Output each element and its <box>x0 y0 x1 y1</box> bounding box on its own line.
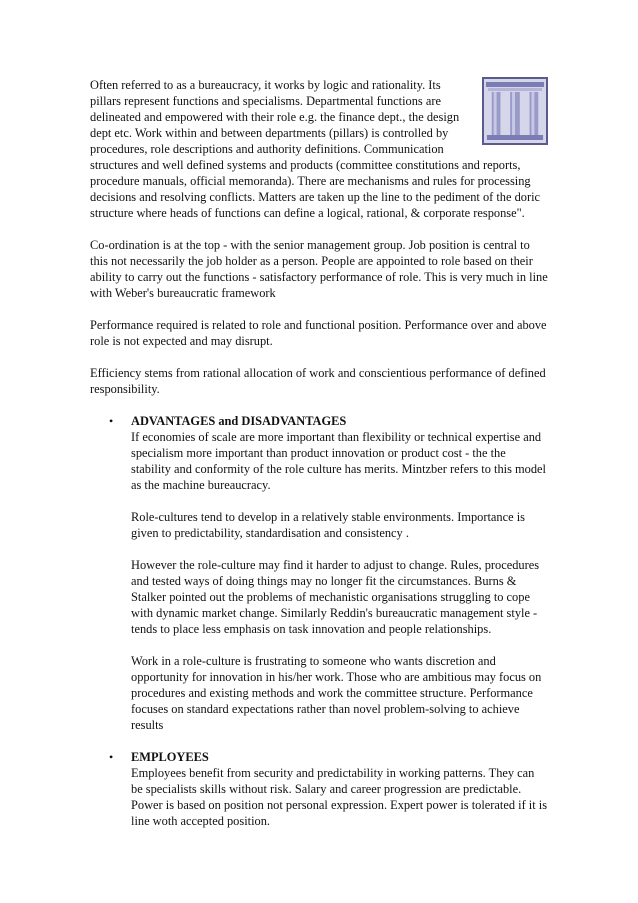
bullet-title: EMPLOYEES <box>131 750 209 764</box>
efficiency-paragraph: Efficiency stems from rational allocation of work and conscientious performance of defined responsibility. <box>90 366 546 396</box>
bullet-paragraph: If economies of scale are more important than flexibility or technical expertise and specialism more important than product innovation or product cost - the the stability and conformity of the role culture has merits. Mintzber refers to this model as the machine bureaucracy. <box>131 430 546 492</box>
bullet-dot-icon: • <box>109 414 114 428</box>
intro-section <box>90 77 548 845</box>
bullet-dot-icon: • <box>109 750 114 764</box>
bullet-list <box>90 413 548 829</box>
coordination-paragraph: Co-ordination is at the top - with the senior management group. Job position is central to this not necessarily the job holder as a person. People are appointed to role based on their ability to carry out the functions - satisfactory performance of role. This is very much in line with Weber's bureaucratic framework <box>90 238 548 300</box>
bullet-paragraph: However the role-culture may find it harder to adjust to change. Rules, procedures and tested ways of doing things may no longer fit the circumstances. Burns & Stalker pointed out the problems of mechanistic organisations struggling to cope with dynamic market change. Similarly Reddin's bureaucratic management style - tends to place less emphasis on task innovation and people relationships. <box>131 558 540 636</box>
performance-paragraph: Performance required is related to role and functional position. Performance over and above role is not expected and may disrupt. <box>90 318 547 348</box>
bullet-paragraph: Role-cultures tend to develop in a relatively stable environments. Importance is given to predictability, standardisation and consistency . <box>131 510 525 540</box>
intro-paragraph: Often referred to as a bureaucracy, it works by logic and rationality. Its pillars represent functions and specialisms. Departmental functions are delineated and empowered with their role e.g. the finance dept., the design dept etc. Work within and between departments (pillars) is controlled by procedures, role descriptions and authority definitions. Communication structures and well defined systems and products (committee constitutions and reports, procedure manuals, official memoranda). There are mechanisms and rules for processing decisions and resolving conflicts. Matters are taken up the line to the pediment of the doric structure where heads of functions can define a logical, rational, & corporate response". <box>90 78 541 220</box>
bullet-paragraph: Work in a role-culture is frustrating to someone who wants discretion and opportunity for innovation in his/her work. Those who are ambitious may focus on procedures and existing methods and work the committee structure. Performance focuses on standard expectations rather than novel problem-solving to achieve results <box>131 654 542 732</box>
bullet-paragraph: Employees benefit from security and predictability in working patterns. They can be specialists skills without risk. Salary and career progression are predictable. Power is based on position not personal expression. Expert power is tolerated if it is line woth accepted position. <box>131 766 548 828</box>
bullet-advantages <box>90 413 548 733</box>
bullet-title: ADVANTAGES and DISADVANTAGES <box>131 414 347 428</box>
bullet-employees <box>90 749 548 829</box>
greek-pillars-icon <box>482 77 548 145</box>
